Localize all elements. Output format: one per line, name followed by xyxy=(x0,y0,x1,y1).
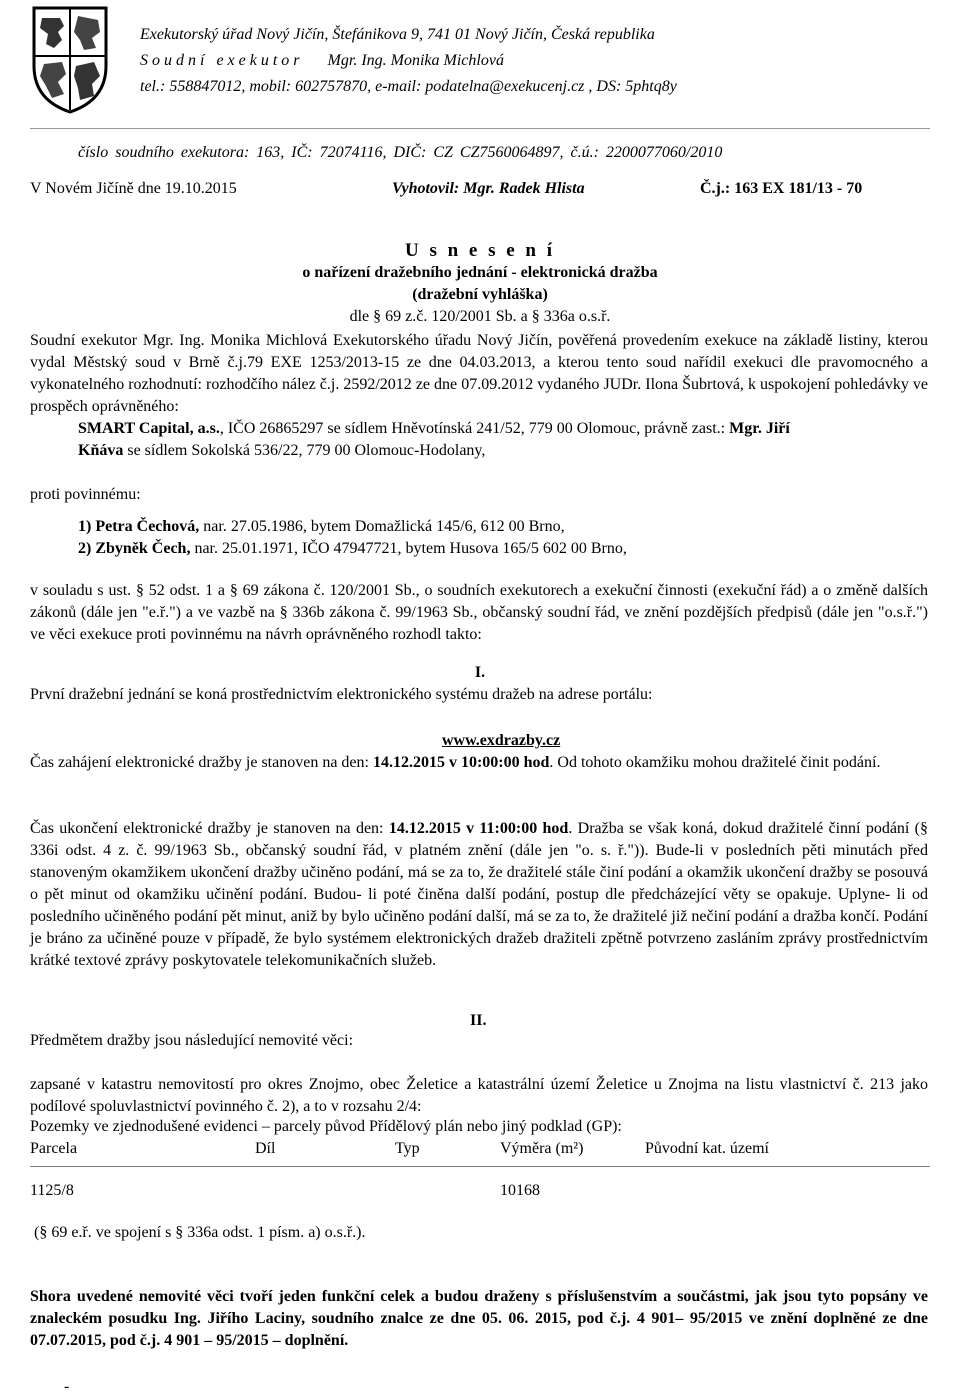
start-text-post: . Od tohoto okamžiku mohou dražitelé činit podání. xyxy=(549,754,881,771)
cadastre-paragraph: zapsané v katastru nemovitostí pro okres Znojmo, obec Želetice a katastrální území Želetice u Znojma na listu vlastnictví č. 213 jako podílové spoluvlastnictví povinného č. 2), a to v rozsahu 2/4: xyxy=(30,1076,928,1115)
auction-start-paragraph xyxy=(30,752,928,774)
debtor-1-details: nar. 27.05.1986, bytem Domažlická 145/6, 612 00 Brno, xyxy=(199,518,565,535)
table-cell-parcela: 1125/8 xyxy=(30,1182,74,1199)
case-number: Č.j.: 163 EX 181/13 - 70 xyxy=(700,180,863,197)
debtor-2-name: 2) Zbyněk Čech, xyxy=(78,540,191,557)
section-1-heading: I. xyxy=(474,664,486,681)
debtor-1 xyxy=(78,518,565,536)
portal-text: První dražební jednání se koná prostřednictvím elektronického systému dražeb na adrese portálu: xyxy=(30,686,653,703)
debtor-1-name: 1) Petra Čechová, xyxy=(78,518,200,535)
title-sub1: o nařízení dražebního jednání - elektronická dražba xyxy=(302,264,658,281)
executor-name: Mgr. Ing. Monika Michlová xyxy=(327,52,504,69)
against-label: proti povinnému: xyxy=(30,486,141,503)
footer-dash: - xyxy=(64,1378,70,1395)
auction-portal-link[interactable]: www.exdrazby.cz xyxy=(442,732,561,749)
start-datetime: 14.12.2015 v 10:00:00 hod xyxy=(372,754,550,771)
table-header-vymera: Výměra (m²) xyxy=(500,1140,584,1157)
creditor-details: , IČO 26865297 se sídlem Hněvotínská 241/52, 779 00 Olomouc, právně zast.: xyxy=(219,420,730,437)
subject-label: Předmětem dražby jsou následující nemovité věci: xyxy=(30,1032,354,1049)
header-divider xyxy=(30,128,930,129)
creditor-name: SMART Capital, a.s. xyxy=(78,420,220,437)
end-datetime: 14.12.2015 v 11:00:00 hod xyxy=(388,820,569,837)
end-text: Čas ukončení elektronické dražby je stanoven na den: xyxy=(30,820,389,837)
prepared-by: Vyhotovil: Mgr. Radek Hlista xyxy=(392,180,585,197)
land-record-note: Pozemky ve zjednodušené evidenci – parcely původ Přídělový plán nebo jiný podklad (GP): xyxy=(30,1118,622,1135)
legal-note: (§ 69 e.ř. ve spojení s § 336a odst. 1 písm. a) o.s.ř.). xyxy=(34,1224,366,1241)
title-sub2: (dražební vyhláška) xyxy=(412,286,548,303)
section-2-heading: II. xyxy=(470,1012,487,1029)
table-divider xyxy=(30,1166,930,1167)
intro-paragraph: Soudní exekutor Mgr. Ing. Monika Michlová Exekutorského úřadu Nový Jičín, pověřená provedením exekuce na základě listiny, kterou vydal Městský soud v Brně č.j.79 EXE 1253/2013-15 ze dne 04.03.2013, a kterou tento soud nařídil exekuci dle pravomocného a vykonatelného rozhodnutí: rozhodčího nález č.j. 2592/2012 ze dne 07.09.2012 vydaného JUDr. Ilona Šubrtová, k uspokojení pohledávky ve prospěch oprávněného: xyxy=(30,332,928,415)
document-title: U s n e s e n í xyxy=(404,240,556,261)
coat-of-arms-emblem xyxy=(30,4,110,114)
office-address: Exekutorský úřad Nový Jičín, Štefánikova 9, 741 01 Nový Jičín, Česká republika xyxy=(140,26,655,43)
table-header-parcela: Parcela xyxy=(30,1140,78,1157)
title-sub3: dle § 69 z.č. 120/2001 Sb. a § 336a o.s.ř. xyxy=(349,308,611,325)
attorney-name-part2: Kňáva xyxy=(78,442,124,459)
table-header-dil: Díl xyxy=(255,1140,276,1157)
table-cell-vymera: 10168 xyxy=(500,1182,540,1199)
end-text-post: . Dražba se však koná, dokud dražitelé činní podání (§ 336i odst. 4 z. č. 99/1963 Sb., občanský soudní řád, v platném znění (dále jen "o. s. ř.")). Bude-li v posledních pěti minutách před stanoveným okamžikem ukončení dražby učiněno podání, má se za to, že dražitelé stále činí podání a okamžik ukončení dražby se posouvá o pět minut od okamžiku učinění podání. Budou- li poté činěna další podání, postup dle předcházející věty se opakuje. Uplyne- li od posledního učiněného podání pět minut, aniž by bylo učiněno podání další, má se za to, že dražitelé již nečiní podání a dražba končí. Podání je bráno za učiněné pouze v případě, že bylo systémem elektronických dražeb dražiteli zpětně potvrzeno zasláním zprávy prostřednictvím krátké textové zprávy poskytovatele telekomunikačních služeb. xyxy=(30,820,929,969)
executor-line xyxy=(140,48,504,74)
auction-end-paragraph xyxy=(30,818,928,972)
table-header-typ: Typ xyxy=(395,1140,420,1157)
creditor-block xyxy=(78,418,928,462)
contact-line: tel.: 558847012, mobil: 602757870, e-mail: podatelna@exekucenj.cz , DS: 5phtq8y xyxy=(140,78,677,95)
legal-basis-paragraph: v souladu s ust. § 52 odst. 1 a § 69 zákona č. 120/2001 Sb., o soudních exekutorech a exekuční činnosti (exekuční řád) a o změně dalších zákonů (dále jen "e.ř.") a ve vazbě na § 336b zákona č. 99/1963 Sb., občanský soudní řád, ve znění pozdějších předpisů (dále jen "o.s.ř.") ve věci exekuce proti povinnému na návrh oprávněného rozhodl takto: xyxy=(30,582,928,643)
debtor-2 xyxy=(78,540,627,558)
place-date: V Novém Jičíně dne 19.10.2015 xyxy=(30,180,237,197)
final-bold-paragraph: Shora uvedené nemovité věci tvoří jeden funkční celek a budou draženy s příslušenstvím a součástmi, jak jsou tyto popsány ve znaleckém posudku Ing. Jiřího Laciny, soudního znalce ze dne 05. 06. 2015, pod č.j. 4 901– 95/2015 ve znění doplněné ze dne 07.07.2015, pod č.j. 4 901 – 95/2015 – doplnění. xyxy=(30,1288,928,1349)
debtor-2-details: nar. 25.01.1971, IČO 47947721, bytem Husova 165/5 602 00 Brno, xyxy=(190,540,627,557)
attorney-address: se sídlem Sokolská 536/22, 779 00 Olomouc-Hodolany, xyxy=(123,442,486,459)
table-header-puvodni: Původní kat. území xyxy=(645,1140,769,1157)
start-text: Čas zahájení elektronické dražby je stanoven na den: xyxy=(30,754,373,771)
attorney-name-part1: Mgr. Jiří xyxy=(729,420,790,437)
executor-ids: číslo soudního exekutora: 163, IČ: 72074116, DIČ: CZ CZ7560064897, č.ú.: 2200077060/2010 xyxy=(78,144,723,161)
executor-role: S o u d n í e x e k u t o r xyxy=(140,52,300,69)
